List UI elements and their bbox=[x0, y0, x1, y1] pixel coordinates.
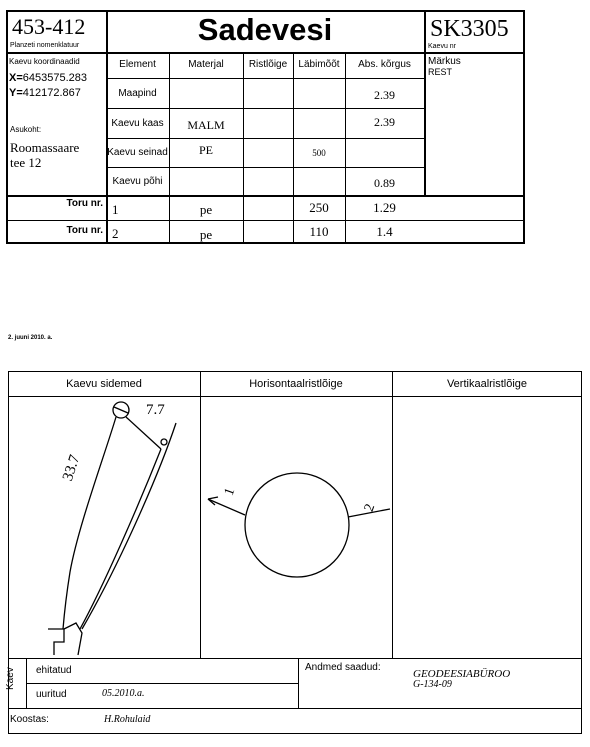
page-title: Sadevesi bbox=[197, 12, 333, 47]
built-label: ehitatud bbox=[36, 665, 72, 676]
author-label: Koostas: bbox=[10, 714, 49, 725]
author-value: H.Rohulaid bbox=[104, 714, 151, 725]
pipe-material: pe bbox=[199, 202, 213, 217]
row-element: Kaevu seinad bbox=[107, 147, 168, 158]
connection-line-right bbox=[126, 417, 161, 449]
pipe-abs: 1.4 bbox=[376, 224, 393, 239]
pipe-abs: 1.29 bbox=[373, 200, 396, 215]
sheet-number: 453-412 bbox=[12, 14, 86, 39]
col-remark: Märkus bbox=[428, 56, 461, 67]
panel-title-horizontal: Horisontaalristlõige bbox=[249, 378, 343, 390]
y-label: Y= bbox=[9, 87, 23, 99]
row-element: Kaevu põhi bbox=[112, 175, 163, 187]
pipe-diameter: 110 bbox=[309, 224, 329, 239]
well-id-label: Kaevu nr bbox=[428, 43, 457, 50]
sheet-number-label: Planzeti nomenklatuur bbox=[10, 42, 80, 49]
well-id: SK3305 bbox=[430, 16, 509, 42]
pipe-label: Toru nr. bbox=[66, 225, 103, 236]
pipe-label: Toru nr. bbox=[66, 198, 103, 209]
col-material: Materjal bbox=[188, 58, 224, 70]
remark-value: REST bbox=[428, 67, 453, 77]
row-abs: 0.89 bbox=[374, 175, 395, 190]
connections-sketch bbox=[8, 397, 200, 658]
well-cross-section bbox=[245, 473, 349, 577]
panel-title-connections: Kaevu sidemed bbox=[66, 378, 142, 390]
data-from-line2: G-134-09 bbox=[413, 679, 452, 690]
data-from-label: Andmed saadud: bbox=[305, 662, 381, 673]
kaev-label: Kaev bbox=[5, 667, 16, 690]
panel-title-vertical: Vertikaalristlõige bbox=[446, 378, 528, 390]
y-value: 412172.867 bbox=[22, 87, 81, 99]
row-material: PE bbox=[198, 143, 213, 157]
row-abs: 2.39 bbox=[374, 114, 395, 129]
col-element: Element bbox=[119, 58, 156, 70]
horizontal-section bbox=[200, 397, 392, 658]
pipe-diameter: 250 bbox=[309, 200, 329, 215]
row-abs: 2.39 bbox=[374, 87, 395, 102]
data-from-line1: GEODEESIABÜROO bbox=[413, 668, 511, 680]
col-diameter: Läbimõõt bbox=[298, 58, 340, 70]
pipe-outlet bbox=[48, 629, 64, 655]
row-element: Maapind bbox=[118, 87, 157, 99]
date-note: 2. juuni 2010. a. bbox=[8, 335, 53, 341]
x-coordinate bbox=[9, 72, 87, 84]
col-abs-height: Abs. kõrgus bbox=[358, 58, 411, 70]
pipe-nr: 2 bbox=[112, 226, 119, 241]
pipe-1-line bbox=[208, 499, 245, 515]
address-label: Asukoht: bbox=[10, 125, 42, 134]
pipe-nr: 1 bbox=[112, 202, 119, 217]
pipe-2-label: 2 bbox=[361, 501, 379, 514]
surveyed-label: uuritud bbox=[36, 689, 67, 700]
row-diameter: 500 bbox=[312, 147, 326, 158]
row-material: MALM bbox=[187, 117, 225, 132]
x-label: X= bbox=[9, 72, 23, 84]
connection-line-left bbox=[63, 417, 116, 629]
address-line1: Roomassaare bbox=[10, 140, 80, 155]
dimension-side: 33.7 bbox=[60, 453, 84, 483]
connection-line-lower bbox=[80, 449, 161, 629]
pipe-material: pe bbox=[199, 227, 213, 242]
x-value: 6453575.283 bbox=[22, 72, 87, 84]
pipe-1-label: 1 bbox=[221, 485, 239, 498]
coords-label: Kaevu koordinaadid bbox=[9, 57, 80, 66]
address-line2: tee 12 bbox=[10, 155, 42, 170]
surveyed-value: 05.2010.a. bbox=[102, 688, 145, 699]
row-element: Kaevu kaas bbox=[111, 117, 164, 129]
y-coordinate bbox=[9, 87, 81, 99]
dimension-top: 7.7 bbox=[146, 402, 165, 418]
col-cross: Ristlõige bbox=[248, 58, 288, 70]
